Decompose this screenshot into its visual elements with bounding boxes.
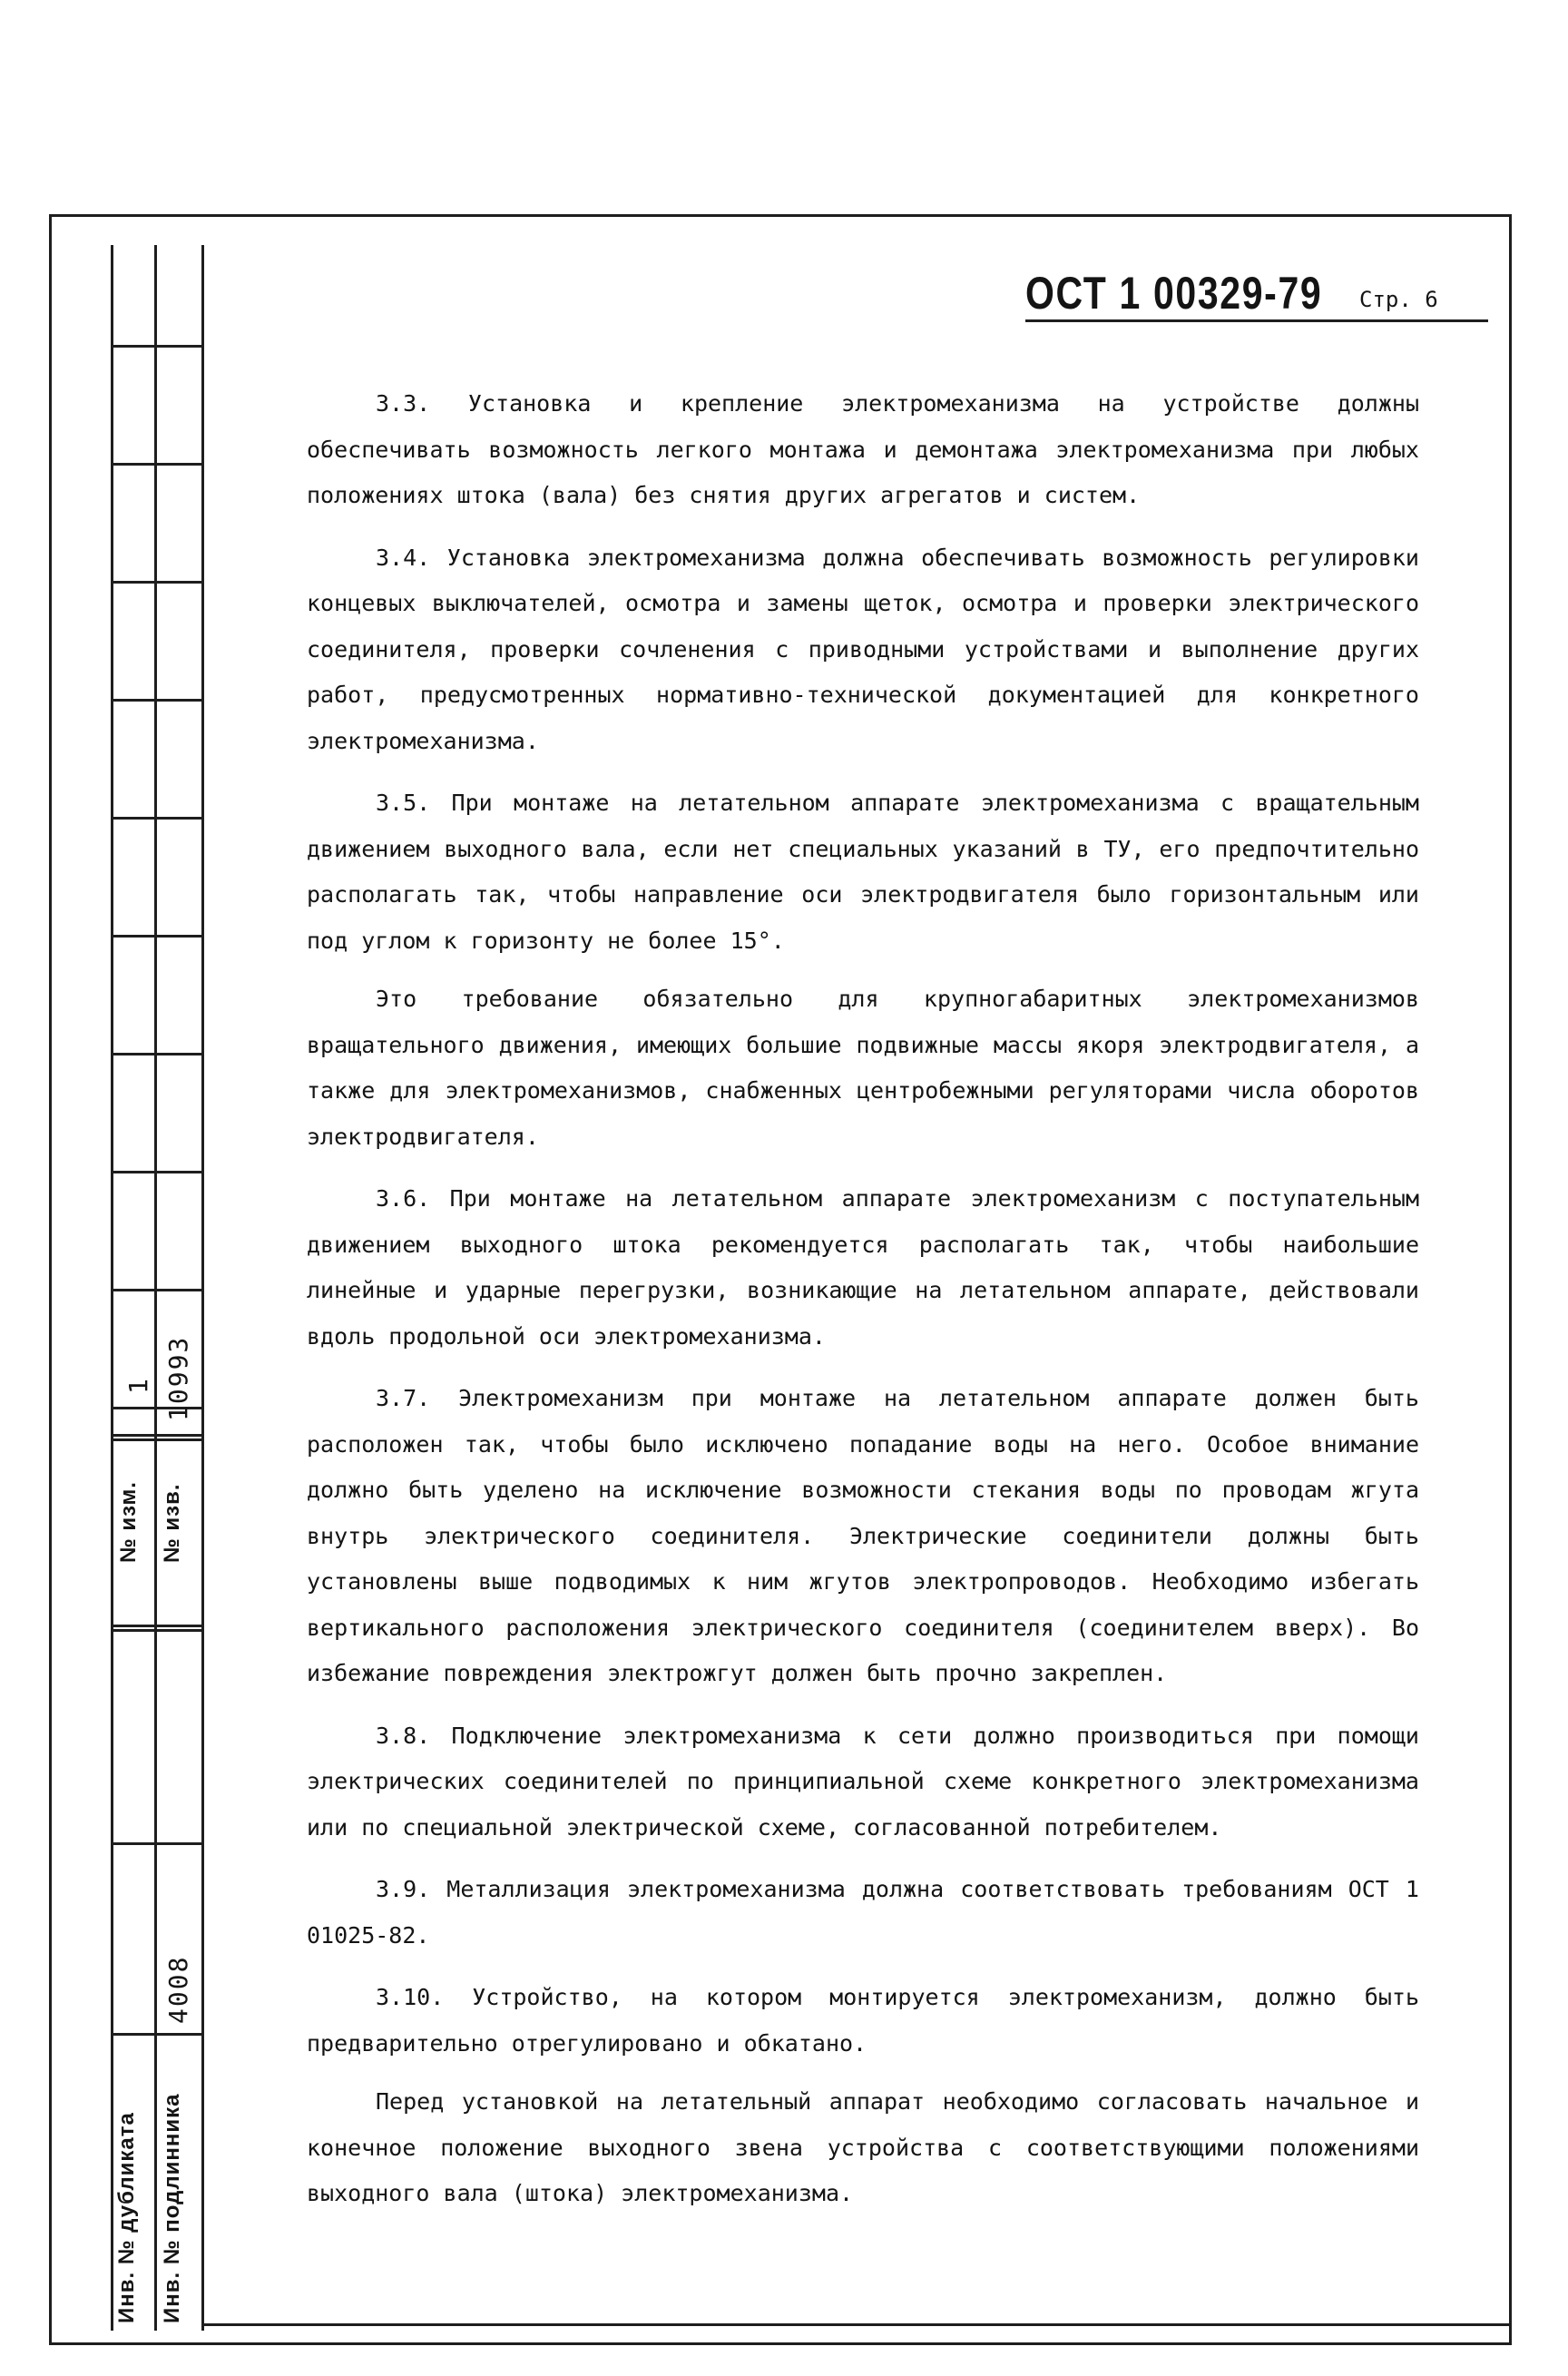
frame-bottom-rule bbox=[201, 2323, 1512, 2326]
stamp-line bbox=[111, 1171, 201, 1173]
paragraph: 3.10. Устройство, на котором монтируется электромеханизм, должно быть предварительно отрегулировано и обкатано. bbox=[307, 1984, 1419, 2057]
paragraph: 3.7. Электромеханизм при монтаже на летательном аппарате должен быть расположен так, чтобы было исключено попадание воды на него. Особое внимание должно быть уделено на исключение возможности стекания воды по проводам жгута внутрь электрического соединителя. Электрические соединители должны быть установлены выше подводимых к ним жгутов электропроводов. Необходимо избегать вертикального расположения электрического соединителя (соединителем вверх). Во избежание повреждения электрожгут должен быть прочно закреплен. bbox=[307, 1385, 1419, 1686]
stamp-line bbox=[111, 1625, 201, 1627]
stamp-line bbox=[111, 699, 201, 702]
stamp-line bbox=[111, 1842, 201, 1845]
stamp-podl-label: Инв. № подлинника bbox=[160, 2093, 184, 2323]
frame-inner-border bbox=[201, 245, 204, 2331]
stamp-line bbox=[111, 581, 201, 584]
stamp-line bbox=[111, 1053, 201, 1055]
page-number: Стр. 6 bbox=[1359, 287, 1438, 312]
paragraph: 3.9. Металлизация электромеханизма должна соответствовать требованиям ОСТ 1 01025-82. bbox=[307, 1876, 1419, 1949]
paragraph: Перед установкой на летательный аппарат необходимо согласовать начальное и конечное положение выходного звена устройства с соответствующими положениями выходного вала (штока) электромеханизма. bbox=[307, 2088, 1419, 2206]
paragraph: Это требование обязательно для крупногабаритных электромеханизмов вращательного движения, имеющих большие подвижные массы якоря электродвигателя, а также для электромеханизмов, снабженных центробежными регуляторами числа оборотов электродвигателя. bbox=[307, 986, 1419, 1150]
stamp-izv-label: № изв. bbox=[160, 1483, 184, 1563]
document-code: ОСТ 1 00329-79 bbox=[1025, 268, 1323, 319]
paragraph: 3.6. При монтаже на летательном аппарате электромеханизм с поступательным движением выходного штока рекомендуется располагать так, чтобы наибольшие линейные и ударные перегрузки, возникающие на летательном аппарате, действовали вдоль продольной оси электромеханизма. bbox=[307, 1185, 1419, 1350]
stamp-line bbox=[111, 345, 201, 348]
stamp-line bbox=[111, 1438, 201, 1441]
paragraph: 3.4. Установка электромеханизма должна обеспечивать возможность регулировки концевых выключателей, осмотра и замены щеток, осмотра и проверки электрического соединителя, проверки сочленения с приводными устройствами и выполнение других работ, предусмотренных нормативно-технической документацией для конкретного электромеханизма. bbox=[307, 544, 1419, 754]
paragraph: 3.3. Установка и крепление электромеханизма на устройстве должны обеспечивать возможность легкого монтажа и демонтажа электромеханизма при любых положениях штока (вала) без снятия других агрегатов и систем. bbox=[307, 390, 1419, 508]
paragraph: 3.5. При монтаже на летательном аппарате электромеханизма с вращательным движением выходного вала, если нет специальных указаний в ТУ, его предпочтительно располагать так, чтобы направление оси электродвигателя было горизонтальным или под углом к горизонту не более 15°. bbox=[307, 790, 1419, 954]
stamp-line bbox=[111, 817, 201, 820]
stamp-line bbox=[111, 463, 201, 466]
stamp-line bbox=[111, 1629, 201, 1632]
stamp-line bbox=[111, 1289, 201, 1291]
stamp-line bbox=[111, 1434, 201, 1437]
stamp-dubl-label: Инв. № дубликата bbox=[114, 2112, 139, 2323]
stamp-line bbox=[111, 245, 113, 2331]
stamp-line bbox=[111, 935, 201, 938]
stamp-line bbox=[111, 2033, 201, 2036]
stamp-izm-label: № изм. bbox=[116, 1481, 141, 1563]
side-stamp bbox=[111, 245, 201, 2331]
stamp-izv-value: 10993 bbox=[163, 1335, 193, 1421]
paragraph: 3.8. Подключение электромеханизма к сети должно производиться при помощи электрических соединителей по принципиальной схеме конкретного электромеханизма или по специальной электрической схеме, согласованной потребителем. bbox=[307, 1722, 1419, 1841]
stamp-line bbox=[154, 245, 157, 2331]
header-rule bbox=[1025, 319, 1488, 322]
stamp-izm-value: 1 bbox=[123, 1377, 153, 1394]
stamp-inv-value: 4008 bbox=[163, 1955, 193, 2024]
document-body bbox=[307, 381, 1419, 2234]
